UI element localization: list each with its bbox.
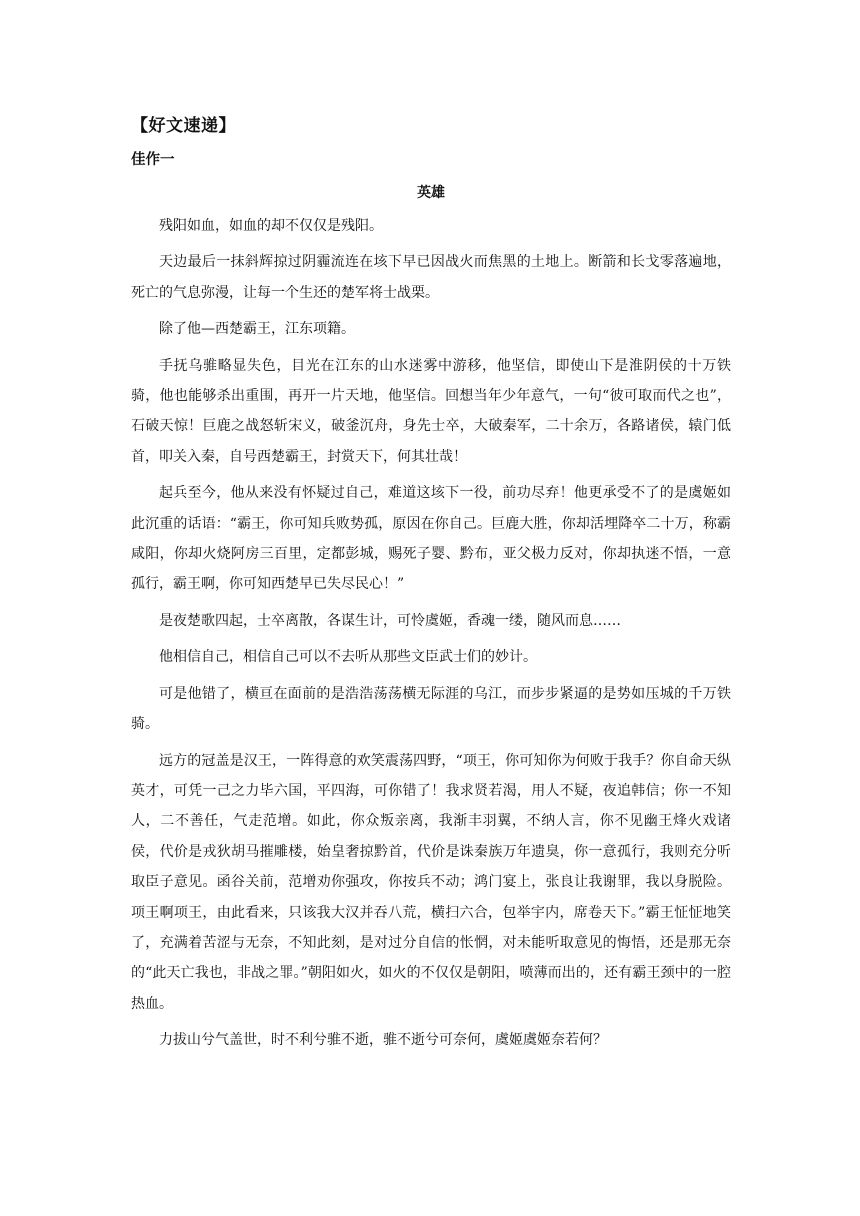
paragraph: 力拔山兮气盖世，时不利兮骓不逝，骓不逝兮可奈何，虞姬虞姬奈若何？	[159, 1032, 607, 1049]
paragraph: 远方的冠盖是汉王，一阵得意的欢笑震荡四野，“项王，你可知你为何败于我手？你自命天纵英才，可凭一己之力毕六国，平四海，可你错了！我求贤若渴，用人不疑，夜追韩信；你一不知人，二不善任，气走范增。如此，你众叛亲离，我渐丰羽翼，不纳人言，你不见幽王烽火戏诸侯，代价是戎狄胡马摧雕楼，始皇奢掠黔首，代价是诛秦族万年遗臭，你一意孤行，我则充分听取臣子意见。函谷关前，范增劝你强攻，你按兵不动；鸿门宴上，张良让我谢罪，我以身脱险。项王啊项王，由此看来，只该我大汉并吞八荒，横扫六合，包举宇内，席卷天下。”霸王怔怔地笑了，充满着苦涩与无奈，不知此刻，是对过分自信的怅惘，对未能听取意见的悔悟，还是那无奈的“此天亡我也，非战之罪。”朝阳如火，如火的不仅仅是朝阳，喷薄而出的，还有霸王颈中的一腔热血。	[131, 752, 731, 1012]
essay-title: 英雄	[417, 185, 445, 201]
paragraph: 除了他—西楚霸王，江东项籍。	[159, 321, 355, 338]
paragraph: 天边最后一抹斜辉掠过阴霾流连在垓下早已因战火而焦黑的土地上。断箭和长戈零落遍地，死亡的气息弥漫，让每一个生还的楚军将士战栗。	[131, 254, 731, 301]
paragraph: 手抚乌骓略显失色，目光在江东的山水迷雾中游移，他坚信，即使山下是淮阴侯的十万铁骑，他也能够杀出重围，再开一片天地，他坚信。回想当年少年意气，一句“彼可取而代之也”，石破天惊！巨鹿之战怒斩宋义，破釜沉舟，身先士卒，大破秦军，二十余万，各路诸侯，辕门低首，叩关入秦，自号西楚霸王，封赏天下，何其壮哉！	[131, 357, 731, 465]
paragraph: 他相信自己，相信自己可以不去听从那些文臣武士们的妙计。	[159, 649, 537, 666]
section-title: 【好文速递】	[131, 116, 236, 136]
paragraph: 残阳如血，如血的却不仅仅是残阳。	[159, 218, 383, 234]
essay-body	[131, 211, 731, 1056]
paragraph: 是夜楚歌四起，士卒离散，各谋生计，可怜虞姬，香魂一缕，随风而息……	[159, 612, 621, 629]
document-page	[131, 112, 731, 1062]
paragraph: 可是他错了，横亘在面前的是浩浩荡荡横无际涯的乌江，而步步紧逼的是势如压城的千万铁骑。	[131, 685, 731, 733]
subsection-title: 佳作一	[131, 152, 175, 168]
paragraph: 起兵至今，他从来没有怀疑过自己，难道这垓下一役，前功尽弃！他更承受不了的是虞姬如此沉重的话语：“霸王，你可知兵败势孤，原因在你自己。巨鹿大胜，你却活埋降卒二十万，称霸咸阳，你却火烧阿房三百里，定都彭城，赐死子婴、黔布，亚父极力反对，你却执迷不悟，一意孤行，霸王啊，你可知西楚早已失尽民心！”	[131, 485, 731, 593]
